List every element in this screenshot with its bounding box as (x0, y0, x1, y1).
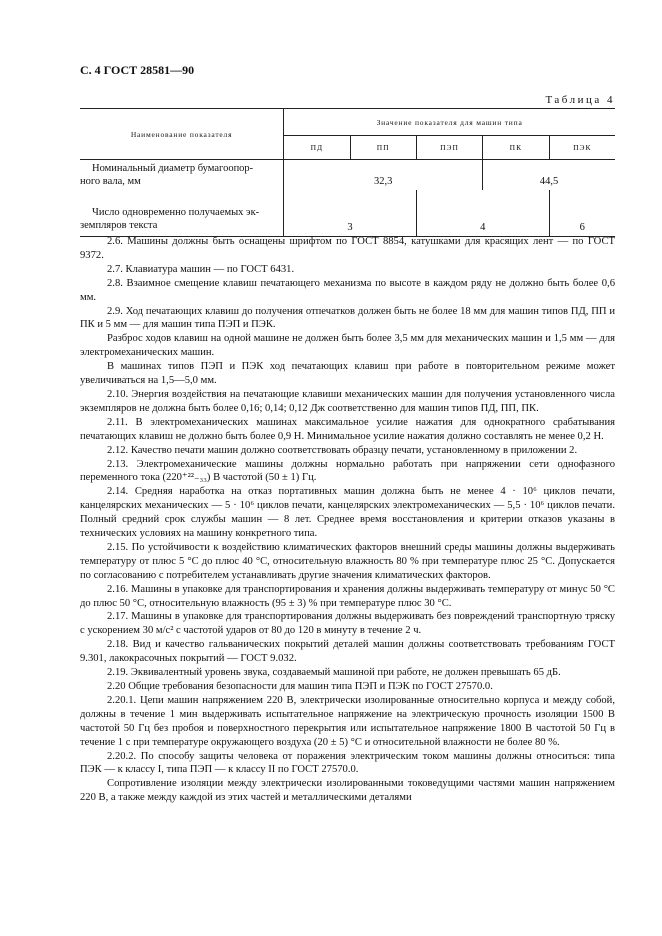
table-cell: 4 (416, 190, 549, 237)
column-header-pek: ПЭК (549, 136, 615, 160)
column-header-pep: ПЭП (416, 136, 482, 160)
paragraph: Разброс ходов клавиш на одной машине не должен быть более 3,5 мм для механических машин и 1,5 мм — для электромеханических машин. (80, 333, 615, 359)
paragraph: 2.7. Клавиатура машин — по ГОСТ 6431. (107, 263, 295, 275)
paragraph: 2.20.1. Цепи машин напряжением 220 В, электрически изолированные относительно корпуса и между собой, должны в течение 1 мин выдерживать испытательное напряжение на электрическую прочность изоляции 1500 В частотой 50 Гц без пробоя и поверхностного перекрытия или испытательное напряжение 1800 В частотой 50 Гц в течение 1 с при температуре окружающего воздуха (20 ± 5) °С и относительной влажности не более 80 %. (80, 694, 615, 748)
table-cell: 3 (284, 190, 417, 237)
column-header-pd: ПД (284, 136, 350, 160)
table-cell: 44,5 (483, 160, 615, 191)
row-label: Число одновременно получаемых эк- земпляров текста (80, 190, 284, 237)
paragraph: 2.10. Энергия воздействия на печатающие клавиши механических машин для получения установленного числа экземпляров не должна быть более 0,16; 0,14; 0,12 Дж соответственно для машин типов ПД, ПП, ПК. (80, 388, 615, 414)
column-header-pp: ПП (350, 136, 416, 160)
table-caption: Таблица 4 (545, 94, 615, 106)
paragraph: 2.14. Средняя наработка на отказ портативных машин должна быть не менее 4 · 10⁶ циклов печати, канцелярских механических — 5 · 10⁶ циклов печати, канцелярских электромеханических — 5,5 · 10⁶ циклов печати. Полный средний срок службы машин — 8 лет. Среднее время восстановления и критерии отказов указаны в технических условиях на машину конкретного типа. (80, 486, 615, 540)
paragraph: 2.19. Эквивалентный уровень звука, создаваемый машиной при работе, не должен превышать 65 дБ. (107, 667, 561, 679)
paragraph: 2.6. Машины должны быть оснащены шрифтом по ГОСТ 8854, катушками для красящих лент — по ГОСТ 9372. (80, 236, 615, 261)
page-header: С. 4 ГОСТ 28581—90 (80, 63, 195, 77)
column-group-header: Значение показателя для машин типа (284, 109, 615, 136)
table-row (80, 190, 615, 237)
row-label: Номинальный диаметр бумагоопор- ного вала, мм (80, 163, 254, 187)
specification-table (80, 108, 615, 237)
paragraph: 2.12. Качество печати машин должно соответствовать образцу печати, установленному в приложении 2. (107, 444, 578, 456)
paragraph: 2.13. Электромеханические машины должны нормально работать при напряжении сети однофазного переменного тока (220⁺²²₋₃₃) В частотой (50 ± 1) Гц. (80, 458, 615, 484)
paragraph: 2.16. Машины в упаковке для транспортирования и хранения должны выдерживать температуру от минус 50 °С до плюс 50 °С, относительную влажность (95 ± 3) % при температуре плюс 30 °С. (80, 583, 615, 609)
table-cell: 6 (549, 190, 615, 237)
column-header-pk: ПК (483, 136, 549, 160)
column-header-name: Наименование показателя (80, 109, 284, 160)
paragraph: 2.17. Машины в упаковке для транспортирования должны выдерживать без повреждений транспортную тряску с ускорением 30 м/с² с частотой ударов от 80 до 120 в минуту в течение 2 ч. (80, 611, 615, 637)
paragraph: 2.9. Ход печатающих клавиш до получения отпечатков должен быть не более 18 мм для машин типов ПД, ПП и ПК и 5 мм — для машин типа ПЭП и ПЭК. (80, 305, 615, 331)
paragraph: 2.11. В электромеханических машинах максимальное усилие нажатия для однократного срабатывания печатающих клавиш не должно быть более 0,9 Н. Минимальное усилие нажатия должно составлять не менее 0,2 Н. (80, 416, 615, 442)
paragraph: 2.20 Общие требования безопасности для машин типа ПЭП и ПЭК по ГОСТ 27570.0. (107, 681, 493, 692)
paragraph: 2.15. По устойчивости к воздействию климатических факторов внешний среды машины должны выдерживать температуру от плюс 5 °С до плюс 40 °С, относительную влажность 80 % при температуре плюс 25 °С. Допускается по согласованию с потребителем устанавливать другие значения климатических факторов. (80, 541, 615, 581)
paragraph: Сопротивление изоляции между электрически изолированными токоведущими частями машин напряжением 220 В, а также между каждой из этих частей и металлическими деталями (80, 778, 615, 804)
table-row (80, 160, 615, 191)
paragraph: 2.8. Взаимное смещение клавиш печатающего механизма по высоте в каждом ряду не должно быть более 0,6 мм. (80, 277, 615, 303)
paragraph: 2.20.2. По способу защиты человека от поражения электрическим током машины должны относиться: типа ПЭК — к классу I, типа ПЭП — к классу II по ГОСТ 27570.0. (80, 750, 615, 776)
table-cell: 32,3 (284, 160, 483, 191)
body-text (80, 235, 615, 805)
paragraph: В машинах типов ПЭП и ПЭК ход печатающих клавиш при работе в повторительном режиме может увеличиваться на 1,5—5,0 мм. (80, 361, 615, 387)
paragraph: 2.18. Вид и качество гальванических покрытий деталей машин должны соответствовать требованиям ГОСТ 9.301, лакокрасочных покрытий — ГОСТ 9.032. (80, 639, 615, 665)
